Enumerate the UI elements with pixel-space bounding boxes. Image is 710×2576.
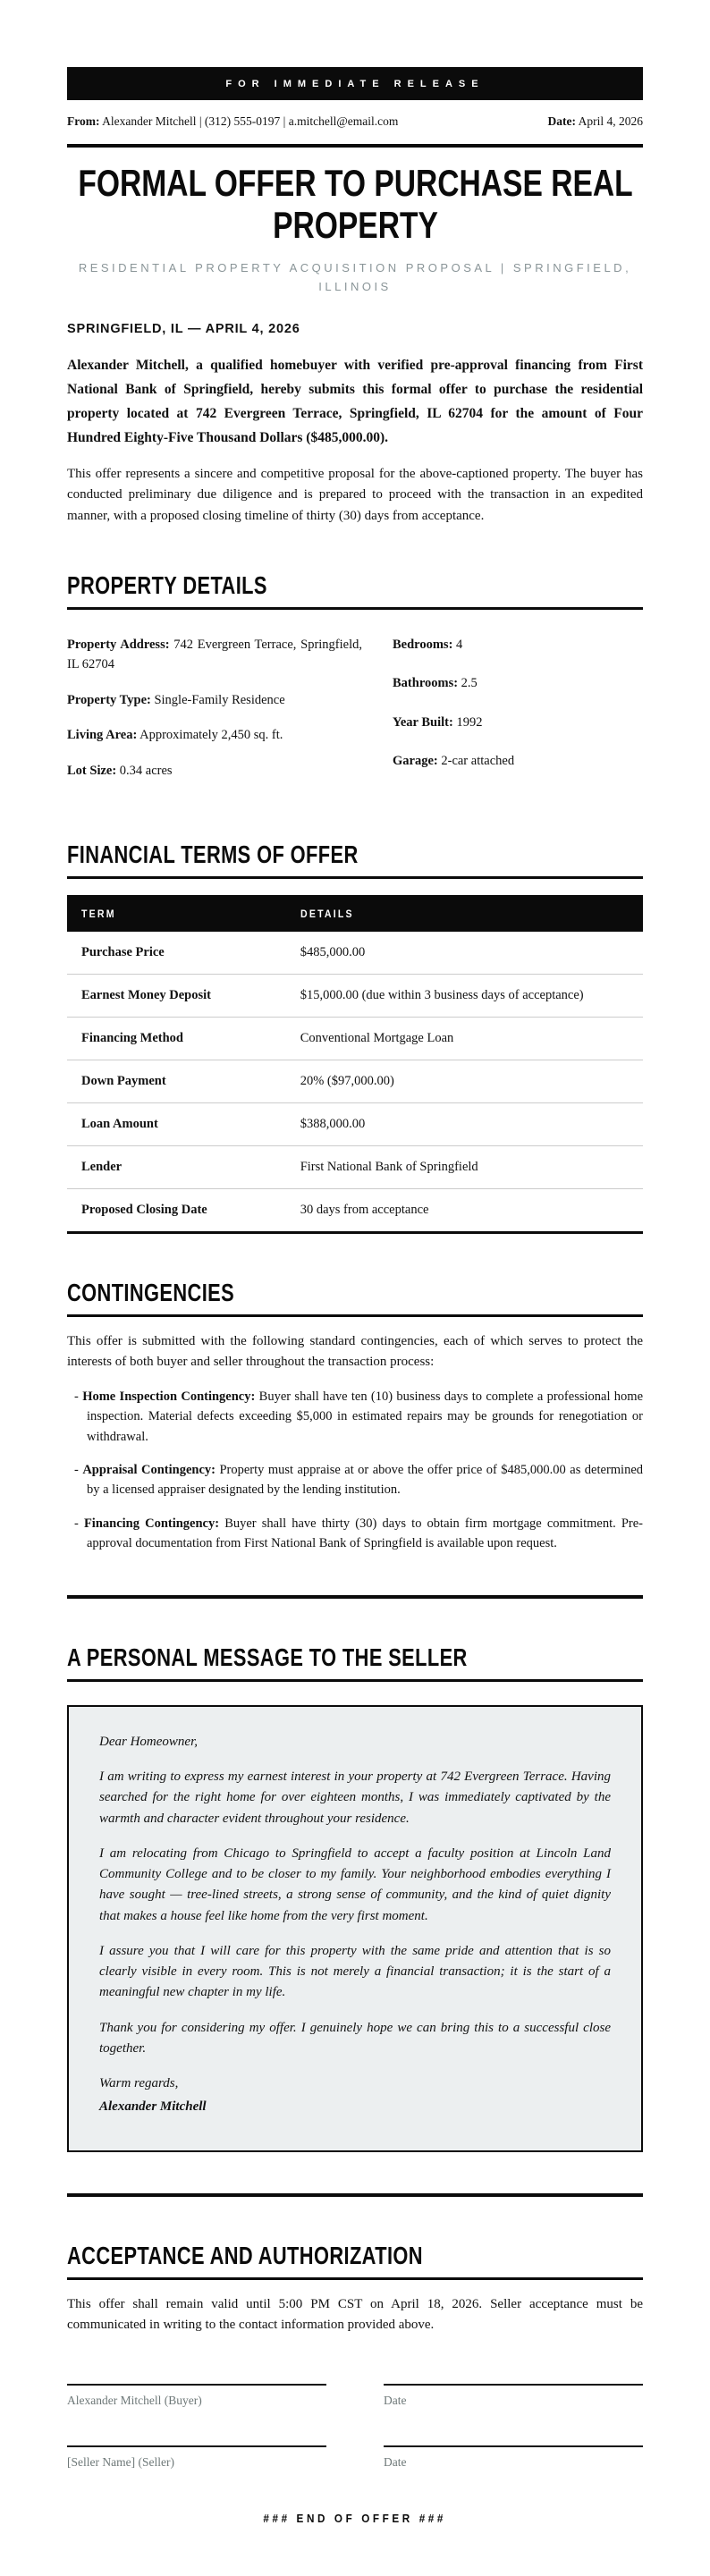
table-row — [67, 1060, 643, 1103]
signature-line-buyer — [67, 2384, 326, 2408]
contact-meta-row — [67, 114, 643, 129]
table-row — [67, 975, 643, 1018]
end-of-offer-text: ### END OF OFFER ### — [263, 2512, 447, 2526]
term-cell: Proposed Closing Date — [67, 1189, 286, 1233]
contingency-label: Appraisal Contingency: — [82, 1463, 216, 1477]
term-cell: Purchase Price — [81, 945, 165, 960]
from-line — [67, 114, 398, 129]
letter-paragraph: I am writing to express my earnest interest in your property at 742 Evergreen Terrace. Having searched for the right home for over eighteen months, I was immediately captivated by the warmth and character evident throughout your residence. — [99, 1769, 611, 1826]
details-cell: $485,000.00 — [300, 945, 366, 960]
detail-label: Bedrooms: — [393, 637, 453, 652]
detail-value: 2.5 — [461, 676, 478, 691]
bullet: - — [74, 1389, 79, 1404]
end-of-offer-footer — [67, 2511, 643, 2527]
divider — [67, 144, 643, 148]
bullet: - — [74, 1516, 79, 1531]
signature-label: [Seller Name] (Seller) — [67, 2455, 174, 2470]
column-header-term: TERM — [81, 908, 116, 921]
signature-label: Date — [384, 2455, 407, 2470]
details-cell: First National Bank of Springfield — [286, 1146, 643, 1189]
signature-line-date — [384, 2384, 643, 2408]
list-item — [67, 1514, 643, 1554]
section-heading-wrap — [67, 1645, 643, 1682]
detail-label: Lot Size: — [67, 763, 117, 778]
release-banner-text: FOR IMMEDIATE RELEASE — [225, 79, 485, 89]
page-subtitle: RESIDENTIAL PROPERTY ACQUISITION PROPOSAL | SPRINGFIELD, ILLINOIS — [78, 260, 632, 293]
section-heading-wrap — [67, 2243, 643, 2280]
section-heading-wrap — [67, 842, 643, 879]
divider — [67, 1595, 643, 1599]
signature-label: Date — [384, 2394, 407, 2408]
detail-label: Garage: — [393, 754, 438, 769]
lead-paragraph: Alexander Mitchell, a qualified homebuyer with verified pre-approval financing from First National Bank of Springfield, hereby submits this formal offer to purchase the residential property located at 742 Evergreen Terrace, Springfield, IL 62704 for the amount of Four Hundred Eighty-Five Thousand Dollars ($485,000.00). — [67, 357, 643, 445]
property-detail-item — [67, 725, 362, 745]
term-cell: Lender — [67, 1146, 286, 1189]
personal-letter-box — [67, 1705, 643, 2152]
detail-value: 1992 — [456, 714, 483, 730]
contingency-text: Buyer shall have thirty (30) days to obtain firm mortgage commitment. Pre-approval documentation from First National Bank of Springfield is available upon request. — [87, 1516, 644, 1551]
acceptance-text: This offer shall remain valid until 5:00 PM CST on April 18, 2026. Seller acceptance must be communicated in writing to the contact information provided above. — [67, 2296, 643, 2332]
contingency-label: Financing Contingency: — [83, 1516, 220, 1531]
section-heading: CONTINGENCIES — [67, 1279, 235, 1307]
detail-value: Approximately 2,450 sq. ft. — [139, 728, 283, 743]
section-financial-terms — [67, 842, 643, 1234]
contingency-text: Buyer shall have ten (10) business days to complete a professional home inspection. Material defects exceeding $5,000 in estimated repairs may be grounds for renegotiation or withdrawal. — [87, 1389, 644, 1444]
section-acceptance — [67, 2243, 643, 2470]
section-property-details — [67, 570, 643, 796]
section-heading: FINANCIAL TERMS OF OFFER — [67, 840, 359, 869]
page-title: FORMAL OFFER TO PURCHASE REAL PROPERTY — [77, 162, 633, 247]
date-value: April 4, 2026 — [578, 114, 643, 128]
property-details-left-column — [67, 635, 362, 796]
property-details-grid — [67, 635, 643, 796]
signature-line-seller — [67, 2445, 326, 2470]
property-detail-item — [67, 635, 362, 675]
property-details-right-column — [393, 635, 643, 790]
property-detail-item — [67, 761, 362, 781]
letter-closing: Warm regards, — [99, 2076, 179, 2091]
section-heading: ACCEPTANCE AND AUTHORIZATION — [67, 2241, 423, 2269]
detail-value: Single-Family Residence — [154, 692, 285, 707]
table-row — [67, 932, 643, 975]
section-personal-message — [67, 1645, 643, 2152]
term-cell: Earnest Money Deposit — [67, 975, 286, 1018]
bullet: - — [74, 1463, 79, 1477]
signature-grid — [67, 2384, 643, 2470]
property-detail-item — [67, 690, 362, 710]
property-detail-item — [393, 635, 643, 655]
details-cell: $15,000.00 (due within 3 business days of acceptance) — [286, 975, 643, 1018]
signature-line-date — [384, 2445, 643, 2470]
list-item — [67, 1460, 643, 1500]
list-item — [67, 1387, 643, 1447]
detail-value: 0.34 acres — [119, 763, 173, 778]
dateline: SPRINGFIELD, IL — APRIL 4, 2026 — [67, 321, 300, 336]
detail-value: 4 — [456, 637, 463, 652]
release-banner — [67, 67, 643, 100]
term-cell: Loan Amount — [67, 1103, 286, 1146]
contingencies-intro: This offer is submitted with the following standard contingencies, each of which serves to protect the interests of both buyer and seller throughout the transaction process: — [67, 1334, 643, 1370]
detail-label: Property Address: — [67, 637, 170, 652]
detail-label: Bathrooms: — [393, 676, 459, 691]
detail-label: Living Area: — [67, 728, 138, 743]
letter-paragraph: I am relocating from Chicago to Springfield to accept a faculty position at Lincoln Land Community College and to be closer to my family. Your neighborhood embodies everything I have sought — tree-lined streets, a strong sense of community, and the kind of quiet dignity that makes a house feel like home from the very first moment. — [99, 1845, 611, 1923]
from-value: Alexander Mitchell | (312) 555-0197 | a.mitchell@email.com — [102, 114, 399, 128]
table-row — [67, 1146, 643, 1189]
section-heading-wrap — [67, 1280, 643, 1317]
financial-terms-table — [67, 895, 643, 1234]
details-cell: $388,000.00 — [286, 1103, 643, 1146]
property-detail-item — [393, 751, 643, 771]
detail-label: Property Type: — [67, 692, 151, 707]
section-contingencies — [67, 1280, 643, 1554]
term-cell: Financing Method — [67, 1018, 286, 1060]
letter-paragraph: I assure you that I will care for this property with the same pride and attention that is so clearly visible in every room. This is not merely a financial transaction; it is the start of a meaningful new chapter in my life. — [99, 1943, 611, 2000]
contingency-label: Home Inspection Contingency: — [82, 1389, 256, 1404]
details-cell: 30 days from acceptance — [286, 1189, 643, 1233]
details-cell: 20% ($97,000.00) — [286, 1060, 643, 1103]
section-heading-wrap — [67, 570, 643, 610]
signature-label: Alexander Mitchell (Buyer) — [67, 2394, 202, 2408]
letter-greeting: Dear Homeowner, — [99, 1734, 198, 1749]
detail-label: Year Built: — [393, 714, 453, 730]
table-row — [67, 1189, 643, 1233]
detail-value: 742 Evergreen Terrace, Springfield, IL 62704 — [67, 637, 362, 672]
column-header-details: DETAILS — [300, 908, 354, 921]
table-header-row — [67, 895, 643, 932]
from-label: From: — [67, 114, 100, 128]
detail-value: 2-car attached — [441, 754, 515, 769]
section-heading: PROPERTY DETAILS — [67, 570, 267, 599]
table-row — [67, 1018, 643, 1060]
date-line — [548, 114, 644, 129]
letter-signer: Alexander Mitchell — [99, 2099, 207, 2115]
divider — [67, 2193, 643, 2197]
contingency-text: Property must appraise at or above the offer price of $485,000.00 as determined by a licensed appraiser designated by the lending institution. — [87, 1463, 644, 1498]
property-detail-item — [393, 713, 643, 732]
section-heading: A PERSONAL MESSAGE TO THE SELLER — [67, 1643, 468, 1671]
date-label: Date: — [547, 114, 576, 128]
letter-paragraph: Thank you for considering my offer. I genuinely hope we can bring this to a successful close together. — [99, 2020, 611, 2056]
intro-paragraph: This offer represents a sincere and competitive proposal for the above-captioned property. The buyer has conducted preliminary due diligence and is prepared to proceed with the transaction in an expedited manner, with a proposed closing timeline of thirty (30) days from acceptance. — [67, 467, 643, 523]
details-cell: Conventional Mortgage Loan — [286, 1018, 643, 1060]
term-cell: Down Payment — [67, 1060, 286, 1103]
property-detail-item — [393, 673, 643, 693]
table-row — [67, 1103, 643, 1146]
